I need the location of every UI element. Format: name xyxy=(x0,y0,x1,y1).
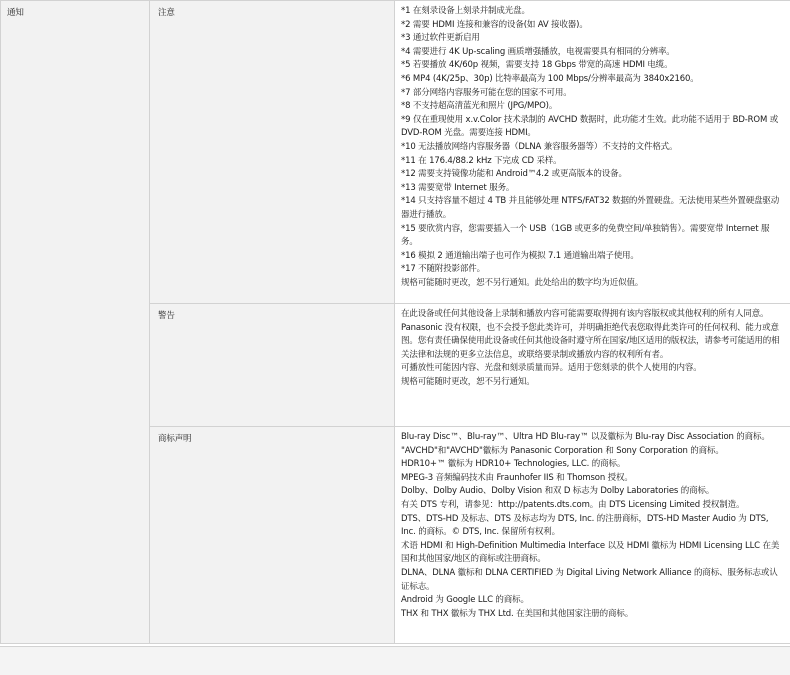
caution-line-10: *10 无法播放网络内容服务器（DLNA 兼容服务器等）不支持的文件格式。 xyxy=(401,141,784,155)
row-label-cell xyxy=(150,427,395,644)
trademark-line-11: THX 和 THX 徽标为 THX Ltd. 在美国和其他国家注册的商标。 xyxy=(401,608,784,622)
caution-line-12: *12 需要支持镜像功能和 Android™4.2 或更高版本的设备。 xyxy=(401,168,784,182)
caution-line-9: *9 仅在重现使用 x.v.Color 技术录制的 AVCHD 数据时，此功能才生效。此功能不适用于 BD-ROM 或 DVD-ROM 光盘。需要连接 HDMI。 xyxy=(401,114,784,141)
trademark-line-6: 有关 DTS 专利，请参见：http://patents.dts.com。由 DTS Licensing Limited 授权制造。 xyxy=(401,499,784,513)
caution-line-4: *4 需要进行 4K Up-scaling 画质增强播放，电视需要具有相同的分辨率。 xyxy=(401,46,784,60)
caution-line-13: *13 需要宽带 Internet 服务。 xyxy=(401,182,784,196)
row-label-warning: 警告 xyxy=(158,311,175,321)
warning-line-3: 规格可能随时更改，恕不另行通知。 xyxy=(401,376,784,390)
trademark-line-3: HDR10+™ 徽标为 HDR10+ Technologies, LLC. 的商标。 xyxy=(401,458,784,472)
caution-line-15: *15 要欣赏内容，您需要插入一个 USB（1GB 或更多的免费空间/单独销售）。需要宽带 Internet 服务。 xyxy=(401,223,784,250)
caution-line-2: *2 需要 HDMI 连接和兼容的设备(如 AV 接收器)。 xyxy=(401,19,784,33)
caution-line-5: *5 若要播放 4K/60p 视频，需要支持 18 Gbps 带宽的高速 HDMI 电缆。 xyxy=(401,59,784,73)
caution-line-6: *6 MP4 (4K/25p、30p) 比特率最高为 100 Mbps/分辨率最高为 3840x2160。 xyxy=(401,73,784,87)
trademark-line-9: DLNA、DLNA 徽标和 DLNA CERTIFIED 为 Digital Living Network Alliance 的商标、服务标志或认证标志。 xyxy=(401,567,784,594)
caution-line-11: *11 在 176.4/88.2 kHz 下完成 CD 采样。 xyxy=(401,155,784,169)
warning-line-1: 在此设备或任何其他设备上录制和播放内容可能需要取得拥有该内容版权或其他权利的所有人同意。Panasonic 没有权限，也不会授予您此类许可，并明确拒绝代表您取得此类许可的任何权利、能力或意图。您有责任确保使用此设备或任何其他设备时遵守所在国家/地区适用的版权法，请参考可能适用的相关法律和法规的更多立法信息，或联络要录制或播放内容的权利所有者。 xyxy=(401,308,784,362)
row-label-trademarks: 商标声明 xyxy=(158,434,191,444)
table-row-caution xyxy=(1,1,790,304)
trademark-line-7: DTS、DTS-HD 及标志、DTS 及标志均为 DTS, Inc. 的注册商标，DTS-HD Master Audio 为 DTS, Inc. 的商标。© DTS, Inc. 保留所有权利。 xyxy=(401,513,784,540)
row-content-warning xyxy=(395,304,790,427)
section-title-cell xyxy=(1,1,150,644)
trademark-line-2: "AVCHD"和"AVCHD"徽标为 Panasonic Corporation 和 Sony Corporation 的商标。 xyxy=(401,445,784,459)
caution-line-17: *17 不随附投影部件。 xyxy=(401,263,784,277)
row-content-caution xyxy=(395,1,790,304)
trademark-line-8: 术语 HDMI 和 High-Definition Multimedia Interface 以及 HDMI 徽标为 HDMI Licensing LLC 在美国和其他国家/地区的商标或注册商标。 xyxy=(401,540,784,567)
warning-line-2: 可播放性可能因内容、光盘和刻录质量而异。适用于您刻录的供个人使用的内容。 xyxy=(401,362,784,376)
caution-line-8: *8 不支持超高清蓝光和照片 (JPG/MPO)。 xyxy=(401,100,784,114)
caution-line-14: *14 只支持容量不超过 4 TB 并且能够处理 NTFS/FAT32 数据的外置硬盘。无法使用某些外置硬盘驱动器进行播放。 xyxy=(401,195,784,222)
caution-line-3: *3 通过软件更新启用 xyxy=(401,32,784,46)
trademark-line-1: Blu-ray Disc™、Blu-ray™、Ultra HD Blu-ray™ 以及徽标为 Blu-ray Disc Association 的商标。 xyxy=(401,431,784,445)
caution-line-16: *16 模拟 2 通道输出端子也可作为模拟 7.1 通道输出端子使用。 xyxy=(401,250,784,264)
caution-line-1: *1 在刻录设备上刻录并制成光盘。 xyxy=(401,5,784,19)
section-title: 通知 xyxy=(7,8,24,18)
row-content-trademarks xyxy=(395,427,790,644)
caution-line-7: *7 部分网络内容服务可能在您的国家不可用。 xyxy=(401,87,784,101)
trademark-line-10: Android 为 Google LLC 的商标。 xyxy=(401,594,784,608)
row-label-caution: 注意 xyxy=(158,8,175,18)
row-label-cell xyxy=(150,1,395,304)
trademark-line-4: MPEG-3 音频编码技术由 Fraunhofer IIS 和 Thomson 授权。 xyxy=(401,472,784,486)
row-label-cell xyxy=(150,304,395,427)
trademark-line-5: Dolby、Dolby Audio、Dolby Vision 和双 D 标志为 Dolby Laboratories 的商标。 xyxy=(401,485,784,499)
caution-line-18: 规格可能随时更改，恕不另行通知。此处给出的数字均为近似值。 xyxy=(401,277,784,291)
footer-band xyxy=(0,646,790,675)
